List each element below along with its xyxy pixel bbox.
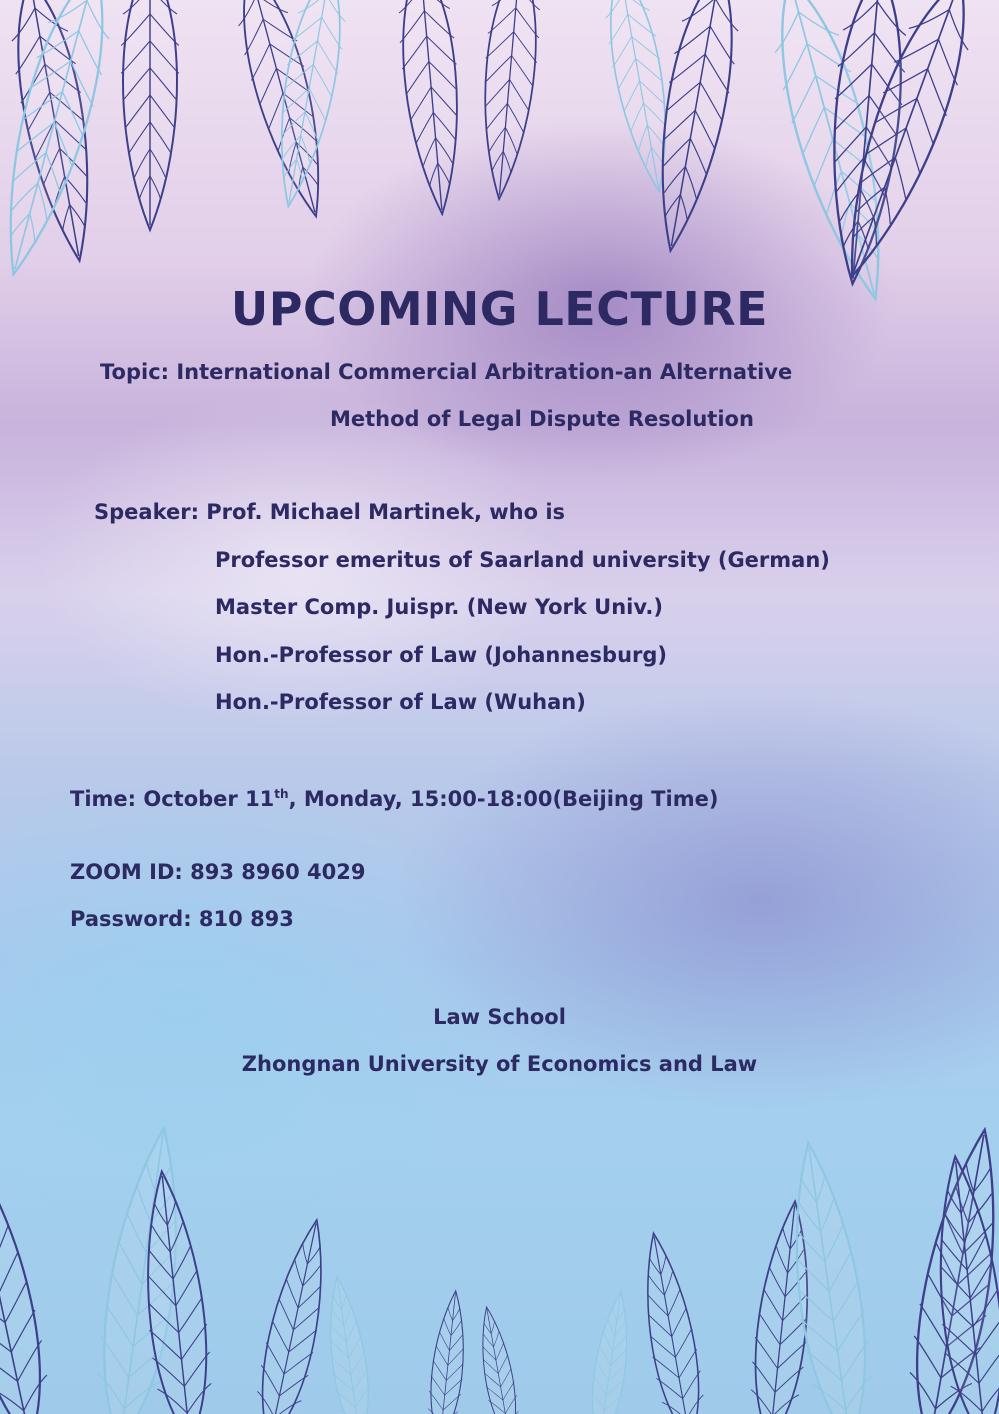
zoom-id: ZOOM ID: 893 8960 4029 xyxy=(70,860,366,884)
zoom-password: Password: 810 893 xyxy=(70,907,294,931)
page-title: UPCOMING LECTURE xyxy=(230,282,769,336)
speaker-title: Hon.-Professor of Law (Wuhan) xyxy=(215,690,586,714)
time-ordinal-suffix: th xyxy=(274,787,289,801)
topic-line-2: Method of Legal Dispute Resolution xyxy=(330,407,754,431)
topic-line-1: Topic: International Commercial Arbitration-an Alternative xyxy=(100,360,793,384)
bottom-leaf-cluster xyxy=(0,1123,999,1414)
time-prefix: Time: October 11 xyxy=(70,787,275,811)
lecture-time xyxy=(70,787,718,811)
speaker-title: Hon.-Professor of Law (Johannesburg) xyxy=(215,643,668,667)
organizer-university: Zhongnan University of Economics and Law xyxy=(241,1052,758,1076)
time-rest: , Monday, 15:00-18:00(Beijing Time) xyxy=(288,787,719,811)
organizer-school: Law School xyxy=(433,1005,566,1029)
speaker-name: Speaker: Prof. Michael Martinek, who is xyxy=(94,500,566,524)
top-leaf-cluster xyxy=(0,0,992,308)
speaker-title: Professor emeritus of Saarland university (German) xyxy=(215,548,830,572)
speaker-title: Master Comp. Juispr. (New York Univ.) xyxy=(215,595,663,619)
